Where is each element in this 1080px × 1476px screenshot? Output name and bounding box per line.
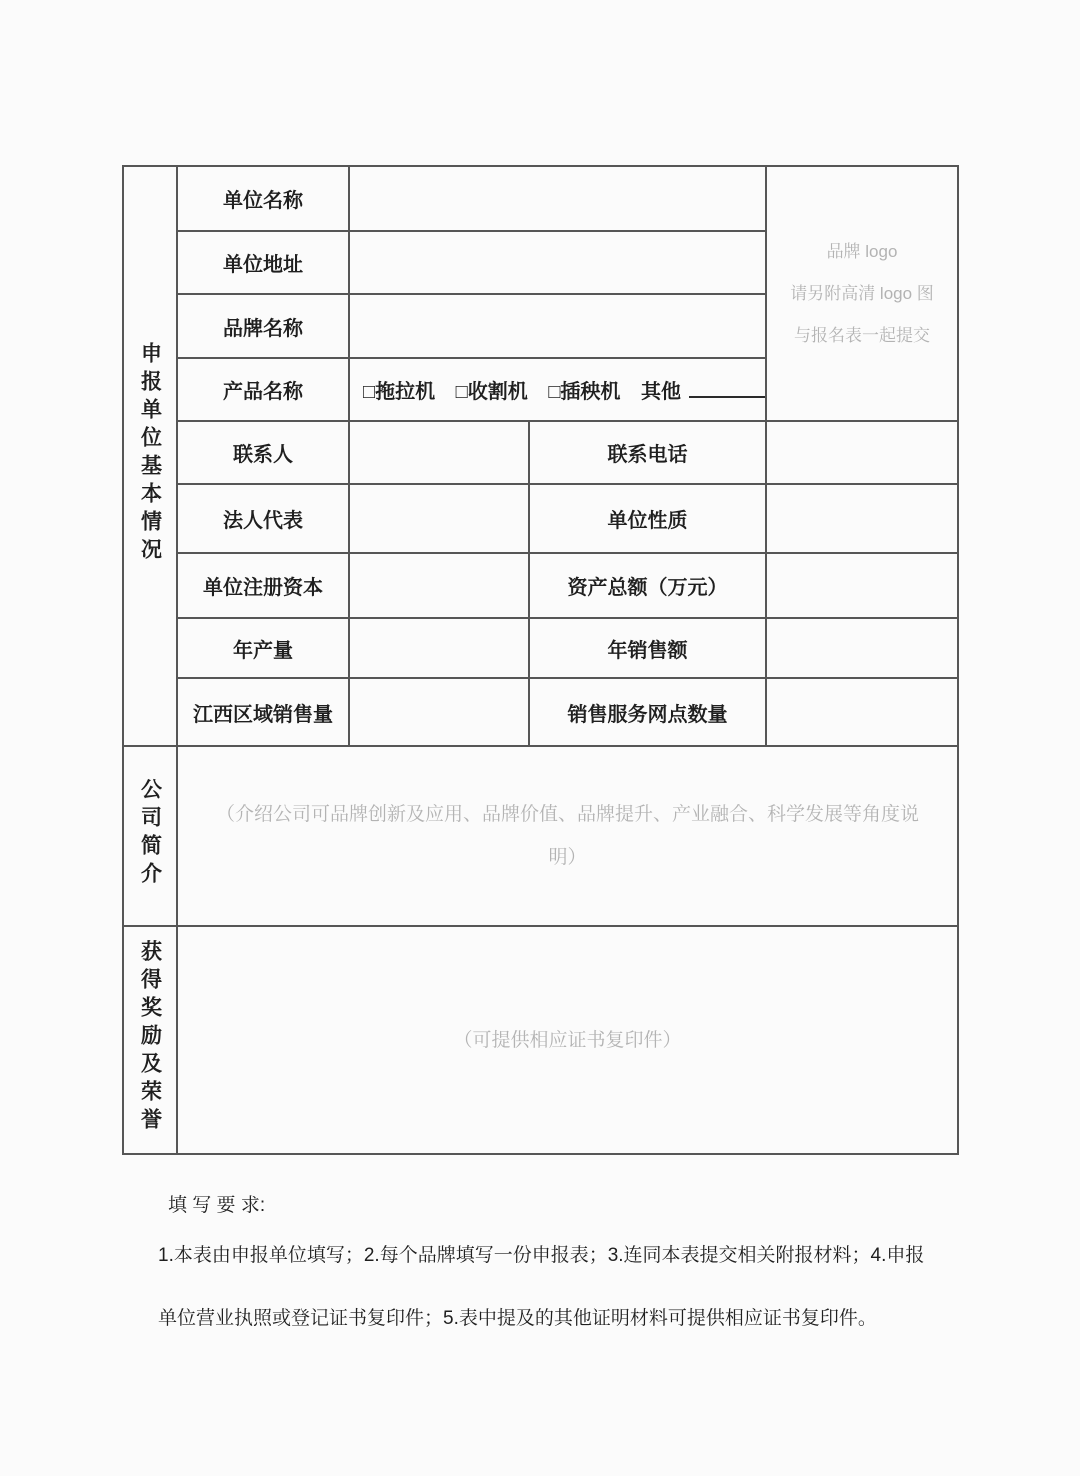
total-assets-label: 资产总额（万元） xyxy=(529,553,766,618)
section-header-awards-label: 获得奖励及荣誉 xyxy=(138,939,162,1136)
application-form-table xyxy=(122,165,959,1155)
product-other-fill-blank[interactable] xyxy=(689,379,766,398)
filling-requirements-body xyxy=(158,1224,958,1350)
table-row xyxy=(123,484,958,553)
section-header-basic-info-label: 申报单位基本情况 xyxy=(138,341,162,566)
registered-capital-input[interactable] xyxy=(349,553,529,618)
section-header-company-profile xyxy=(123,746,177,926)
section-header-basic-info xyxy=(123,166,177,746)
checkbox-option-transplanter[interactable]: □插秧机 xyxy=(548,381,621,403)
unit-type-label: 单位性质 xyxy=(529,484,766,553)
contact-phone-input[interactable] xyxy=(766,421,958,484)
table-row xyxy=(123,618,958,678)
unit-address-input[interactable] xyxy=(349,231,766,294)
unit-name-label: 单位名称 xyxy=(177,166,349,231)
company-profile-placeholder: （介绍公司可品牌创新及应用、品牌价值、品牌提升、产业融合、科学发展等角度说明） xyxy=(215,804,919,868)
filling-requirements-line1: 1.本表由申报单位填写；2.每个品牌填写一份申报表；3.连同本表提交相关附报材料；4.申报 xyxy=(158,1245,925,1266)
awards-input[interactable] xyxy=(177,926,958,1154)
logo-placeholder-line3: 与报名表一起提交 xyxy=(794,325,930,345)
company-profile-input[interactable] xyxy=(177,746,958,926)
section-header-company-profile-label: 公司简介 xyxy=(138,777,162,890)
unit-type-input[interactable] xyxy=(766,484,958,553)
brand-name-input[interactable] xyxy=(349,294,766,358)
filling-requirements-line2: 单位营业执照或登记证书复印件；5.表中提及的其他证明材料可提供相应证书复印件。 xyxy=(158,1308,877,1329)
filling-requirements-title: 填 写 要 求: xyxy=(168,1195,266,1216)
annual-sales-input[interactable] xyxy=(766,618,958,678)
contact-phone-label: 联系电话 xyxy=(529,421,766,484)
awards-placeholder: （可提供相应证书复印件） xyxy=(453,1029,682,1051)
table-row xyxy=(123,166,958,231)
legal-representative-input[interactable] xyxy=(349,484,529,553)
unit-name-input[interactable] xyxy=(349,166,766,231)
service-outlets-input[interactable] xyxy=(766,678,958,746)
product-other-label: 其他 xyxy=(640,381,681,403)
service-outlets-label: 销售服务网点数量 xyxy=(529,678,766,746)
contact-person-label: 联系人 xyxy=(177,421,349,484)
checkbox-option-tractor[interactable]: □拖拉机 xyxy=(363,381,436,403)
table-row xyxy=(123,553,958,618)
brand-logo-cell[interactable] xyxy=(766,166,958,421)
table-row xyxy=(123,746,958,926)
table-row xyxy=(123,926,958,1154)
annual-output-label: 年产量 xyxy=(177,618,349,678)
registered-capital-label: 单位注册资本 xyxy=(177,553,349,618)
logo-placeholder-line2: 请另附高清 logo 图 xyxy=(790,283,934,303)
section-header-awards xyxy=(123,926,177,1154)
contact-person-input[interactable] xyxy=(349,421,529,484)
unit-address-label: 单位地址 xyxy=(177,231,349,294)
product-name-label: 产品名称 xyxy=(177,358,349,421)
annual-output-input[interactable] xyxy=(349,618,529,678)
table-row xyxy=(123,421,958,484)
total-assets-input[interactable] xyxy=(766,553,958,618)
logo-placeholder-line1: 品牌 logo xyxy=(826,241,898,261)
product-options-cell xyxy=(349,358,766,421)
jiangxi-sales-input[interactable] xyxy=(349,678,529,746)
brand-name-label: 品牌名称 xyxy=(177,294,349,358)
checkbox-option-harvester[interactable]: □收割机 xyxy=(455,381,528,403)
jiangxi-sales-label: 江西区域销售量 xyxy=(177,678,349,746)
table-row xyxy=(123,678,958,746)
annual-sales-label: 年销售额 xyxy=(529,618,766,678)
legal-representative-label: 法人代表 xyxy=(177,484,349,553)
